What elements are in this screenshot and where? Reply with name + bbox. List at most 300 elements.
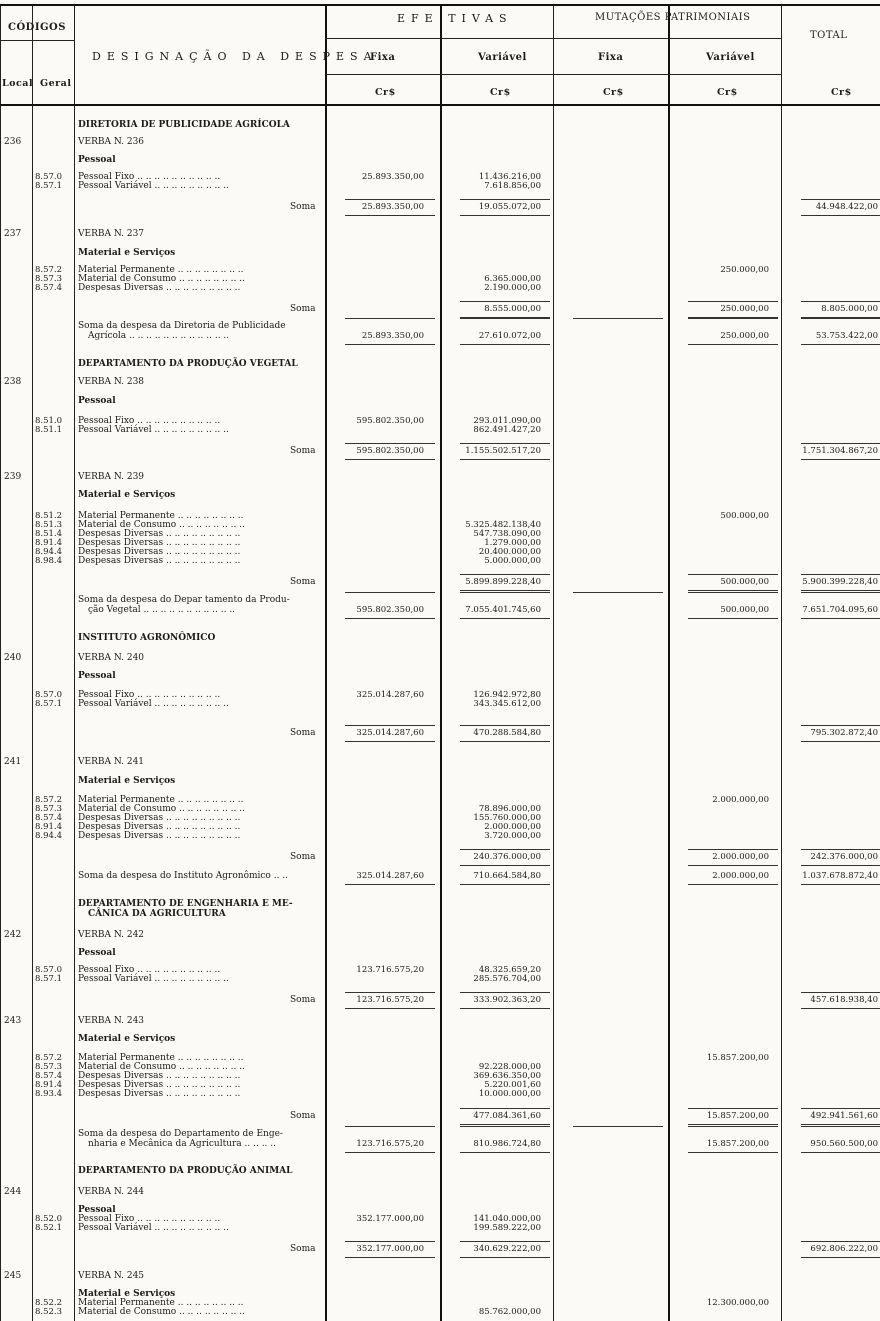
geral-code: 8.57.4: [35, 813, 63, 823]
sum-rule: [345, 443, 435, 444]
expense-description: Material de Consumo .. .. .. .. .. .. .. ..: [78, 804, 245, 814]
var-value: 1.279.000,00: [484, 538, 541, 548]
sum-rule: [801, 618, 880, 619]
sum-rule: [688, 592, 778, 593]
fixa-value: 352.177.000,00: [356, 1244, 424, 1254]
sum-rule: [688, 1108, 778, 1109]
expense-description: Despesas Diversas .. .. .. .. .. .. .. .. ..: [78, 1071, 241, 1081]
geral-code: 8.51.4: [35, 529, 63, 539]
sum-rule: [801, 459, 880, 460]
total-value: 492.941.561,60: [810, 1111, 878, 1121]
var-value: 27.610.072,00: [478, 331, 541, 341]
var-value: 3.720.000,00: [484, 831, 541, 841]
sum-rule: [460, 618, 550, 619]
sum-rule: [688, 1126, 778, 1127]
sum-rule: [688, 590, 778, 591]
local-code: 241: [4, 757, 22, 767]
var-value: 369.636.350,00: [473, 1071, 541, 1081]
section-heading: DIRETORIA DE PUBLICIDADE AGRÍCOLA: [78, 120, 290, 130]
total-value: 7.651.704.095,60: [802, 605, 878, 615]
expense-description: Despesas Diversas .. .. .. .. .. .. .. .. ..: [78, 813, 241, 823]
fixa-value: 123.716.575,20: [356, 995, 424, 1005]
geral-code: 8.52.3: [35, 1307, 63, 1317]
total-value: 795.302.872,40: [810, 728, 878, 738]
section-heading: Material e Serviços: [78, 776, 176, 786]
total-value: 5.900.399.228,40: [802, 577, 878, 587]
expense-description: VERBA N. 237: [78, 229, 145, 239]
total-value: 44.948.422,00: [815, 202, 878, 212]
sum-rule: [801, 865, 880, 866]
sum-rule: [345, 741, 435, 742]
expense-description: Soma da despesa do Instituto Agronômico .. ..: [78, 871, 289, 881]
mvar-value: 2.000.000,00: [712, 795, 769, 805]
fixa-value: 325.014.287,60: [356, 690, 424, 700]
sum-rule: [801, 741, 880, 742]
geral-code: 8.52.0: [35, 1214, 63, 1224]
geral-code: 8.57.0: [35, 172, 63, 182]
var-value: 155.760.000,00: [473, 813, 541, 823]
sum-rule: [345, 618, 435, 619]
fixa-value: 25.893.350,00: [361, 202, 424, 212]
sum-rule: [801, 592, 880, 593]
sum-rule: [688, 618, 778, 619]
expense-description: Agrícola .. .. .. .. .. .. .. .. .. .. .. ..: [88, 331, 230, 341]
geral-code: 8.57.4: [35, 283, 63, 293]
soma-label: Soma: [290, 1244, 316, 1254]
total-value: 53.753.422,00: [815, 331, 878, 341]
sum-rule: [460, 199, 550, 200]
geral-code: 8.93.4: [35, 1089, 63, 1099]
sum-rule: [801, 590, 880, 591]
sum-rule: [801, 301, 880, 302]
var-value: 5.000.000,00: [484, 556, 541, 566]
var-value: 470.288.584,80: [473, 728, 541, 738]
expense-description: Despesas Diversas .. .. .. .. .. .. .. .. ..: [78, 822, 241, 832]
sum-rule: [345, 1241, 435, 1242]
total-header: TOTAL: [810, 30, 848, 41]
geral-code: 8.52.1: [35, 1223, 63, 1233]
expense-description: Material de Consumo .. .. .. .. .. .. .. ..: [78, 274, 245, 284]
expense-description: Despesas Diversas .. .. .. .. .. .. .. .. ..: [78, 556, 241, 566]
var-value: 2.190.000,00: [484, 283, 541, 293]
geral-code: 8.98.4: [35, 556, 63, 566]
var-value: 293.011.090,00: [473, 416, 541, 426]
mvar-value: 250.000,00: [720, 265, 769, 275]
total-value: 8.805.000,00: [821, 304, 878, 314]
local-code: 239: [4, 472, 22, 482]
sum-rule: [345, 992, 435, 993]
expense-description: VERBA N. 241: [78, 757, 145, 767]
geral-code: 8.91.4: [35, 1080, 63, 1090]
mvar-value: 250.000,00: [720, 304, 769, 314]
efetivas-header: EFE TIVAS: [397, 12, 513, 25]
sum-rule: [801, 1126, 880, 1127]
var-value: 547.738.090,00: [473, 529, 541, 539]
local-code: 243: [4, 1016, 22, 1026]
geral-code: 8.57.0: [35, 690, 63, 700]
expense-description: Pessoal Variável .. .. .. .. .. .. .. .. ..: [78, 1223, 229, 1233]
var-value: 92.228.000,00: [478, 1062, 541, 1072]
local-code: 238: [4, 377, 22, 387]
expense-description: Pessoal Fixo .. .. .. .. .. .. .. .. .. ..: [78, 1214, 221, 1224]
mvar-value: 500.000,00: [720, 605, 769, 615]
sum-rule: [573, 592, 663, 593]
section-heading: Pessoal: [78, 155, 116, 165]
codigos-header: CÓDIGOS: [8, 22, 66, 33]
var-value: 810.986.724,80: [473, 1139, 541, 1149]
mvar-value: 15.857.200,00: [706, 1053, 769, 1063]
soma-label: Soma: [290, 577, 316, 587]
geral-code: 8.57.3: [35, 274, 63, 284]
currency-label: Cr$: [603, 87, 624, 98]
sum-rule: [460, 1152, 550, 1153]
soma-label: Soma: [290, 852, 316, 862]
header-rule: [325, 74, 781, 75]
var-value: 340.629.222,00: [473, 1244, 541, 1254]
sum-rule: [688, 884, 778, 885]
var-value: 11.436.216,00: [478, 172, 541, 182]
expense-description: Material de Consumo .. .. .. .. .. .. .. ..: [78, 1062, 245, 1072]
header-rule: [0, 40, 74, 41]
var-value: 7.055.401.745,60: [465, 605, 541, 615]
var-value: 710.664.584,80: [473, 871, 541, 881]
sum-rule: [460, 1241, 550, 1242]
sum-rule: [573, 318, 663, 319]
expense-description: VERBA N. 245: [78, 1271, 145, 1281]
sum-rule: [801, 574, 880, 575]
expense-description: VERBA N. 240: [78, 653, 145, 663]
sum-rule: [460, 574, 550, 575]
mvar-value: 2.000.000,00: [712, 852, 769, 862]
local-code: 237: [4, 229, 22, 239]
expense-description: Despesas Diversas .. .. .. .. .. .. .. .. ..: [78, 1089, 241, 1099]
geral-code: 8.57.0: [35, 965, 63, 975]
geral-code: 8.57.1: [35, 699, 63, 709]
sum-rule: [801, 849, 880, 850]
mvar-value: 15.857.200,00: [706, 1111, 769, 1121]
section-heading: Pessoal: [78, 671, 116, 681]
var-value: 2.000.000,00: [484, 822, 541, 832]
total-value: 1.751.304.867,20: [802, 446, 878, 456]
local-header: Local: [2, 78, 34, 89]
sum-rule: [801, 344, 880, 345]
expense-description: Material Permanente .. .. .. .. .. .. .. ..: [78, 511, 244, 521]
sum-rule: [460, 865, 550, 866]
var-value: 343.345.612,00: [473, 699, 541, 709]
col-line: [32, 6, 33, 1321]
sum-rule: [460, 592, 550, 593]
expense-description: Pessoal Variável .. .. .. .. .. .. .. .. ..: [78, 425, 229, 435]
sum-rule: [460, 301, 550, 302]
col-line: [668, 6, 670, 1321]
expense-description: VERBA N. 244: [78, 1187, 145, 1197]
var-value: 285.576.704,00: [473, 974, 541, 984]
expense-description: Material Permanente .. .. .. .. .. .. .. ..: [78, 795, 244, 805]
expense-description: Despesas Diversas .. .. .. .. .. .. .. .. ..: [78, 538, 241, 548]
var-value: 19.055.072,00: [478, 202, 541, 212]
var-value: 7.618.856,00: [484, 181, 541, 191]
sum-rule: [801, 215, 880, 216]
geral-code: 8.57.2: [35, 795, 63, 805]
var-value: 85.762.000,00: [478, 1307, 541, 1317]
soma-label: Soma: [290, 304, 316, 314]
designacao-header: DESIGNAÇÃO DA DESPESA: [92, 50, 378, 63]
expense-description: ção Vegetal .. .. .. .. .. .. .. .. .. .. ..: [88, 605, 236, 615]
total-value: 457.618.938,40: [810, 995, 878, 1005]
variavel-efetivas-header: Variável: [478, 52, 527, 63]
expense-description: Despesas Diversas .. .. .. .. .. .. .. .. ..: [78, 547, 241, 557]
section-heading: Material e Serviços: [78, 1289, 176, 1299]
geral-code: 8.91.4: [35, 538, 63, 548]
sum-rule: [688, 574, 778, 575]
var-value: 78.896.000,00: [478, 804, 541, 814]
sum-rule: [460, 1126, 550, 1127]
var-value: 862.491.427,20: [473, 425, 541, 435]
sum-rule: [460, 443, 550, 444]
sum-rule: [573, 1126, 663, 1127]
sum-rule: [345, 884, 435, 885]
section-heading: CÂNICA DA AGRICULTURA: [88, 909, 226, 919]
var-value: 10.000.000,00: [478, 1089, 541, 1099]
geral-code: 8.94.4: [35, 831, 63, 841]
var-value: 8.555.000,00: [484, 304, 541, 314]
expense-description: Pessoal Variável .. .. .. .. .. .. .. .. ..: [78, 974, 229, 984]
sum-rule: [688, 344, 778, 345]
sum-rule: [460, 725, 550, 726]
geral-code: 8.94.4: [35, 547, 63, 557]
fixa-value: 123.716.575,20: [356, 1139, 424, 1149]
sum-rule: [460, 318, 550, 319]
var-value: 141.040.000,00: [473, 1214, 541, 1224]
expense-description: Material de Consumo .. .. .. .. .. .. .. ..: [78, 520, 245, 530]
sum-rule: [688, 865, 778, 866]
sum-rule: [345, 725, 435, 726]
local-code: 244: [4, 1187, 22, 1197]
sum-rule: [801, 884, 880, 885]
sum-rule: [688, 1152, 778, 1153]
mvar-value: 500.000,00: [720, 577, 769, 587]
sum-rule: [345, 215, 435, 216]
geral-code: 8.57.3: [35, 1062, 63, 1072]
sum-rule: [345, 1257, 435, 1258]
header-bottom-rule: [0, 104, 880, 106]
expense-description: Material de Consumo .. .. .. .. .. .. .. ..: [78, 1307, 245, 1317]
section-heading: DEPARTAMENTO DA PRODUÇÃO ANIMAL: [78, 1166, 293, 1176]
var-value: 333.902.363,20: [473, 995, 541, 1005]
section-heading: Pessoal: [78, 1205, 116, 1215]
geral-code: 8.57.4: [35, 1071, 63, 1081]
fixa-value: 595.802.350,00: [356, 416, 424, 426]
var-value: 240.376.000,00: [473, 852, 541, 862]
fixa-value: 25.893.350,00: [361, 331, 424, 341]
mvar-value: 2.000.000,00: [712, 871, 769, 881]
sum-rule: [345, 459, 435, 460]
sum-rule: [801, 1124, 880, 1125]
fixa-efetivas-header: Fixa: [370, 52, 396, 63]
section-heading: DEPARTAMENTO DA PRODUÇÃO VEGETAL: [78, 359, 298, 369]
expense-description: Despesas Diversas .. .. .. .. .. .. .. .. ..: [78, 831, 241, 841]
variavel-mutacoes-header: Variável: [706, 52, 755, 63]
fixa-value: 325.014.287,60: [356, 728, 424, 738]
sum-rule: [345, 592, 435, 593]
var-value: 5.325.482.138,40: [465, 520, 541, 530]
sum-rule: [460, 1108, 550, 1109]
mutacoes-header: MUTAÇÕES PATRIMONIAIS: [595, 12, 751, 23]
soma-label: Soma: [290, 1111, 316, 1121]
currency-label: Cr$: [831, 87, 852, 98]
expense-description: VERBA N. 242: [78, 930, 145, 940]
sum-rule: [801, 992, 880, 993]
var-value: 199.589.222,00: [473, 1223, 541, 1233]
expense-description: VERBA N. 236: [78, 137, 145, 147]
sum-rule: [460, 884, 550, 885]
geral-code: 8.51.2: [35, 511, 63, 521]
currency-label: Cr$: [490, 87, 511, 98]
expense-description: Material Permanente .. .. .. .. .. .. .. ..: [78, 265, 244, 275]
expense-description: Pessoal Variável .. .. .. .. .. .. .. .. ..: [78, 699, 229, 709]
fixa-value: 352.177.000,00: [356, 1214, 424, 1224]
total-value: 692.806.222,00: [810, 1244, 878, 1254]
geral-code: 8.51.3: [35, 520, 63, 530]
col-line: [74, 6, 75, 1321]
sum-rule: [345, 1008, 435, 1009]
expense-description: Material Permanente .. .. .. .. .. .. .. ..: [78, 1298, 244, 1308]
geral-code: 8.57.1: [35, 974, 63, 984]
expense-description: Despesas Diversas .. .. .. .. .. .. .. .. ..: [78, 1080, 241, 1090]
expense-description: Pessoal Fixo .. .. .. .. .. .. .. .. .. ..: [78, 690, 221, 700]
sum-rule: [801, 1008, 880, 1009]
var-value: 477.084.361,60: [473, 1111, 541, 1121]
local-code: 240: [4, 653, 22, 663]
fixa-mutacoes-header: Fixa: [598, 52, 624, 63]
expense-description: Pessoal Variável .. .. .. .. .. .. .. .. ..: [78, 181, 229, 191]
var-value: 5.220.001,60: [484, 1080, 541, 1090]
mvar-value: 15.857.200,00: [706, 1139, 769, 1149]
local-code: 236: [4, 137, 22, 147]
section-heading: Material e Serviços: [78, 490, 176, 500]
sum-rule: [801, 1108, 880, 1109]
sum-rule: [460, 849, 550, 850]
local-code: 242: [4, 930, 22, 940]
mvar-value: 250.000,00: [720, 331, 769, 341]
sum-rule: [801, 725, 880, 726]
col-line: [553, 6, 554, 1321]
fixa-value: 595.802.350,00: [356, 605, 424, 615]
section-heading: INSTITUTO AGRONÔMICO: [78, 633, 216, 643]
local-code: 245: [4, 1271, 22, 1281]
expense-description: Pessoal Fixo .. .. .. .. .. .. .. .. .. ..: [78, 416, 221, 426]
expense-description: Soma da despesa da Diretoria de Publicidade: [78, 321, 286, 331]
var-value: 5.899.899.228,40: [465, 577, 541, 587]
currency-label: Cr$: [375, 87, 396, 98]
section-heading: Pessoal: [78, 396, 116, 406]
sum-rule: [460, 459, 550, 460]
geral-code: 8.57.1: [35, 181, 63, 191]
var-value: 1.155.502.517,20: [465, 446, 541, 456]
geral-header: Geral: [40, 78, 72, 89]
soma-label: Soma: [290, 728, 316, 738]
geral-code: 8.57.2: [35, 265, 63, 275]
section-heading: Pessoal: [78, 948, 116, 958]
expense-description: VERBA N. 239: [78, 472, 145, 482]
fixa-value: 25.893.350,00: [361, 172, 424, 182]
sum-rule: [460, 1008, 550, 1009]
sum-rule: [801, 199, 880, 200]
sum-rule: [345, 1152, 435, 1153]
total-value: 242.376.000,00: [810, 852, 878, 862]
total-value: 1.037.678.872,40: [802, 871, 878, 881]
mvar-value: 12.300.000,00: [706, 1298, 769, 1308]
sum-rule: [460, 992, 550, 993]
geral-code: 8.51.1: [35, 425, 63, 435]
currency-label: Cr$: [717, 87, 738, 98]
sum-rule: [460, 1124, 550, 1125]
soma-label: Soma: [290, 446, 316, 456]
sum-rule: [688, 1124, 778, 1125]
sum-rule: [460, 344, 550, 345]
sum-rule: [345, 318, 435, 319]
sum-rule: [460, 215, 550, 216]
expense-description: Despesas Diversas .. .. .. .. .. .. .. .. ..: [78, 529, 241, 539]
sum-rule: [460, 1257, 550, 1258]
sum-rule: [801, 318, 880, 319]
sum-rule: [345, 344, 435, 345]
expense-description: Pessoal Fixo .. .. .. .. .. .. .. .. .. ..: [78, 172, 221, 182]
sum-rule: [688, 301, 778, 302]
sum-rule: [801, 1241, 880, 1242]
expense-description: Despesas Diversas .. .. .. .. .. .. .. .. ..: [78, 283, 241, 293]
geral-code: 8.91.4: [35, 822, 63, 832]
sum-rule: [460, 741, 550, 742]
soma-label: Soma: [290, 202, 316, 212]
mvar-value: 500.000,00: [720, 511, 769, 521]
section-heading: Material e Serviços: [78, 1034, 176, 1044]
var-value: 20.400.000,00: [478, 547, 541, 557]
sum-rule: [688, 849, 778, 850]
expense-description: nharia e Mecânica da Agricultura .. .. .. ..: [88, 1139, 276, 1149]
var-value: 48.325.659,20: [478, 965, 541, 975]
geral-code: 8.52.2: [35, 1298, 63, 1308]
fixa-value: 123.716.575,20: [356, 965, 424, 975]
expense-description: VERBA N. 238: [78, 377, 145, 387]
sum-rule: [688, 318, 778, 319]
var-value: 126.942.972,80: [473, 690, 541, 700]
fixa-value: 595.802.350,00: [356, 446, 424, 456]
expense-description: Pessoal Fixo .. .. .. .. .. .. .. .. .. ..: [78, 965, 221, 975]
sum-rule: [801, 443, 880, 444]
header-rule: [325, 38, 781, 39]
geral-code: 8.57.3: [35, 804, 63, 814]
expense-description: Material Permanente .. .. .. .. .. .. .. ..: [78, 1053, 244, 1063]
sum-rule: [801, 1257, 880, 1258]
section-heading: DEPARTAMENTO DE ENGENHARIA E ME-: [78, 899, 293, 909]
total-value: 950.560.500,00: [810, 1139, 878, 1149]
expense-description: Soma da despesa do Depar tamento da Produ-: [78, 595, 290, 605]
sum-rule: [801, 1152, 880, 1153]
var-value: 6.365.000,00: [484, 274, 541, 284]
expense-description: Soma da despesa do Departamento de Enge-: [78, 1129, 283, 1139]
sum-rule: [460, 590, 550, 591]
section-heading: Material e Serviços: [78, 248, 176, 258]
geral-code: 8.57.2: [35, 1053, 63, 1063]
expense-description: VERBA N. 243: [78, 1016, 145, 1026]
geral-code: 8.51.0: [35, 416, 63, 426]
fixa-value: 325.014.287,60: [356, 871, 424, 881]
sum-rule: [345, 1126, 435, 1127]
soma-label: Soma: [290, 995, 316, 1005]
sum-rule: [345, 199, 435, 200]
col-line: [0, 6, 1, 1321]
